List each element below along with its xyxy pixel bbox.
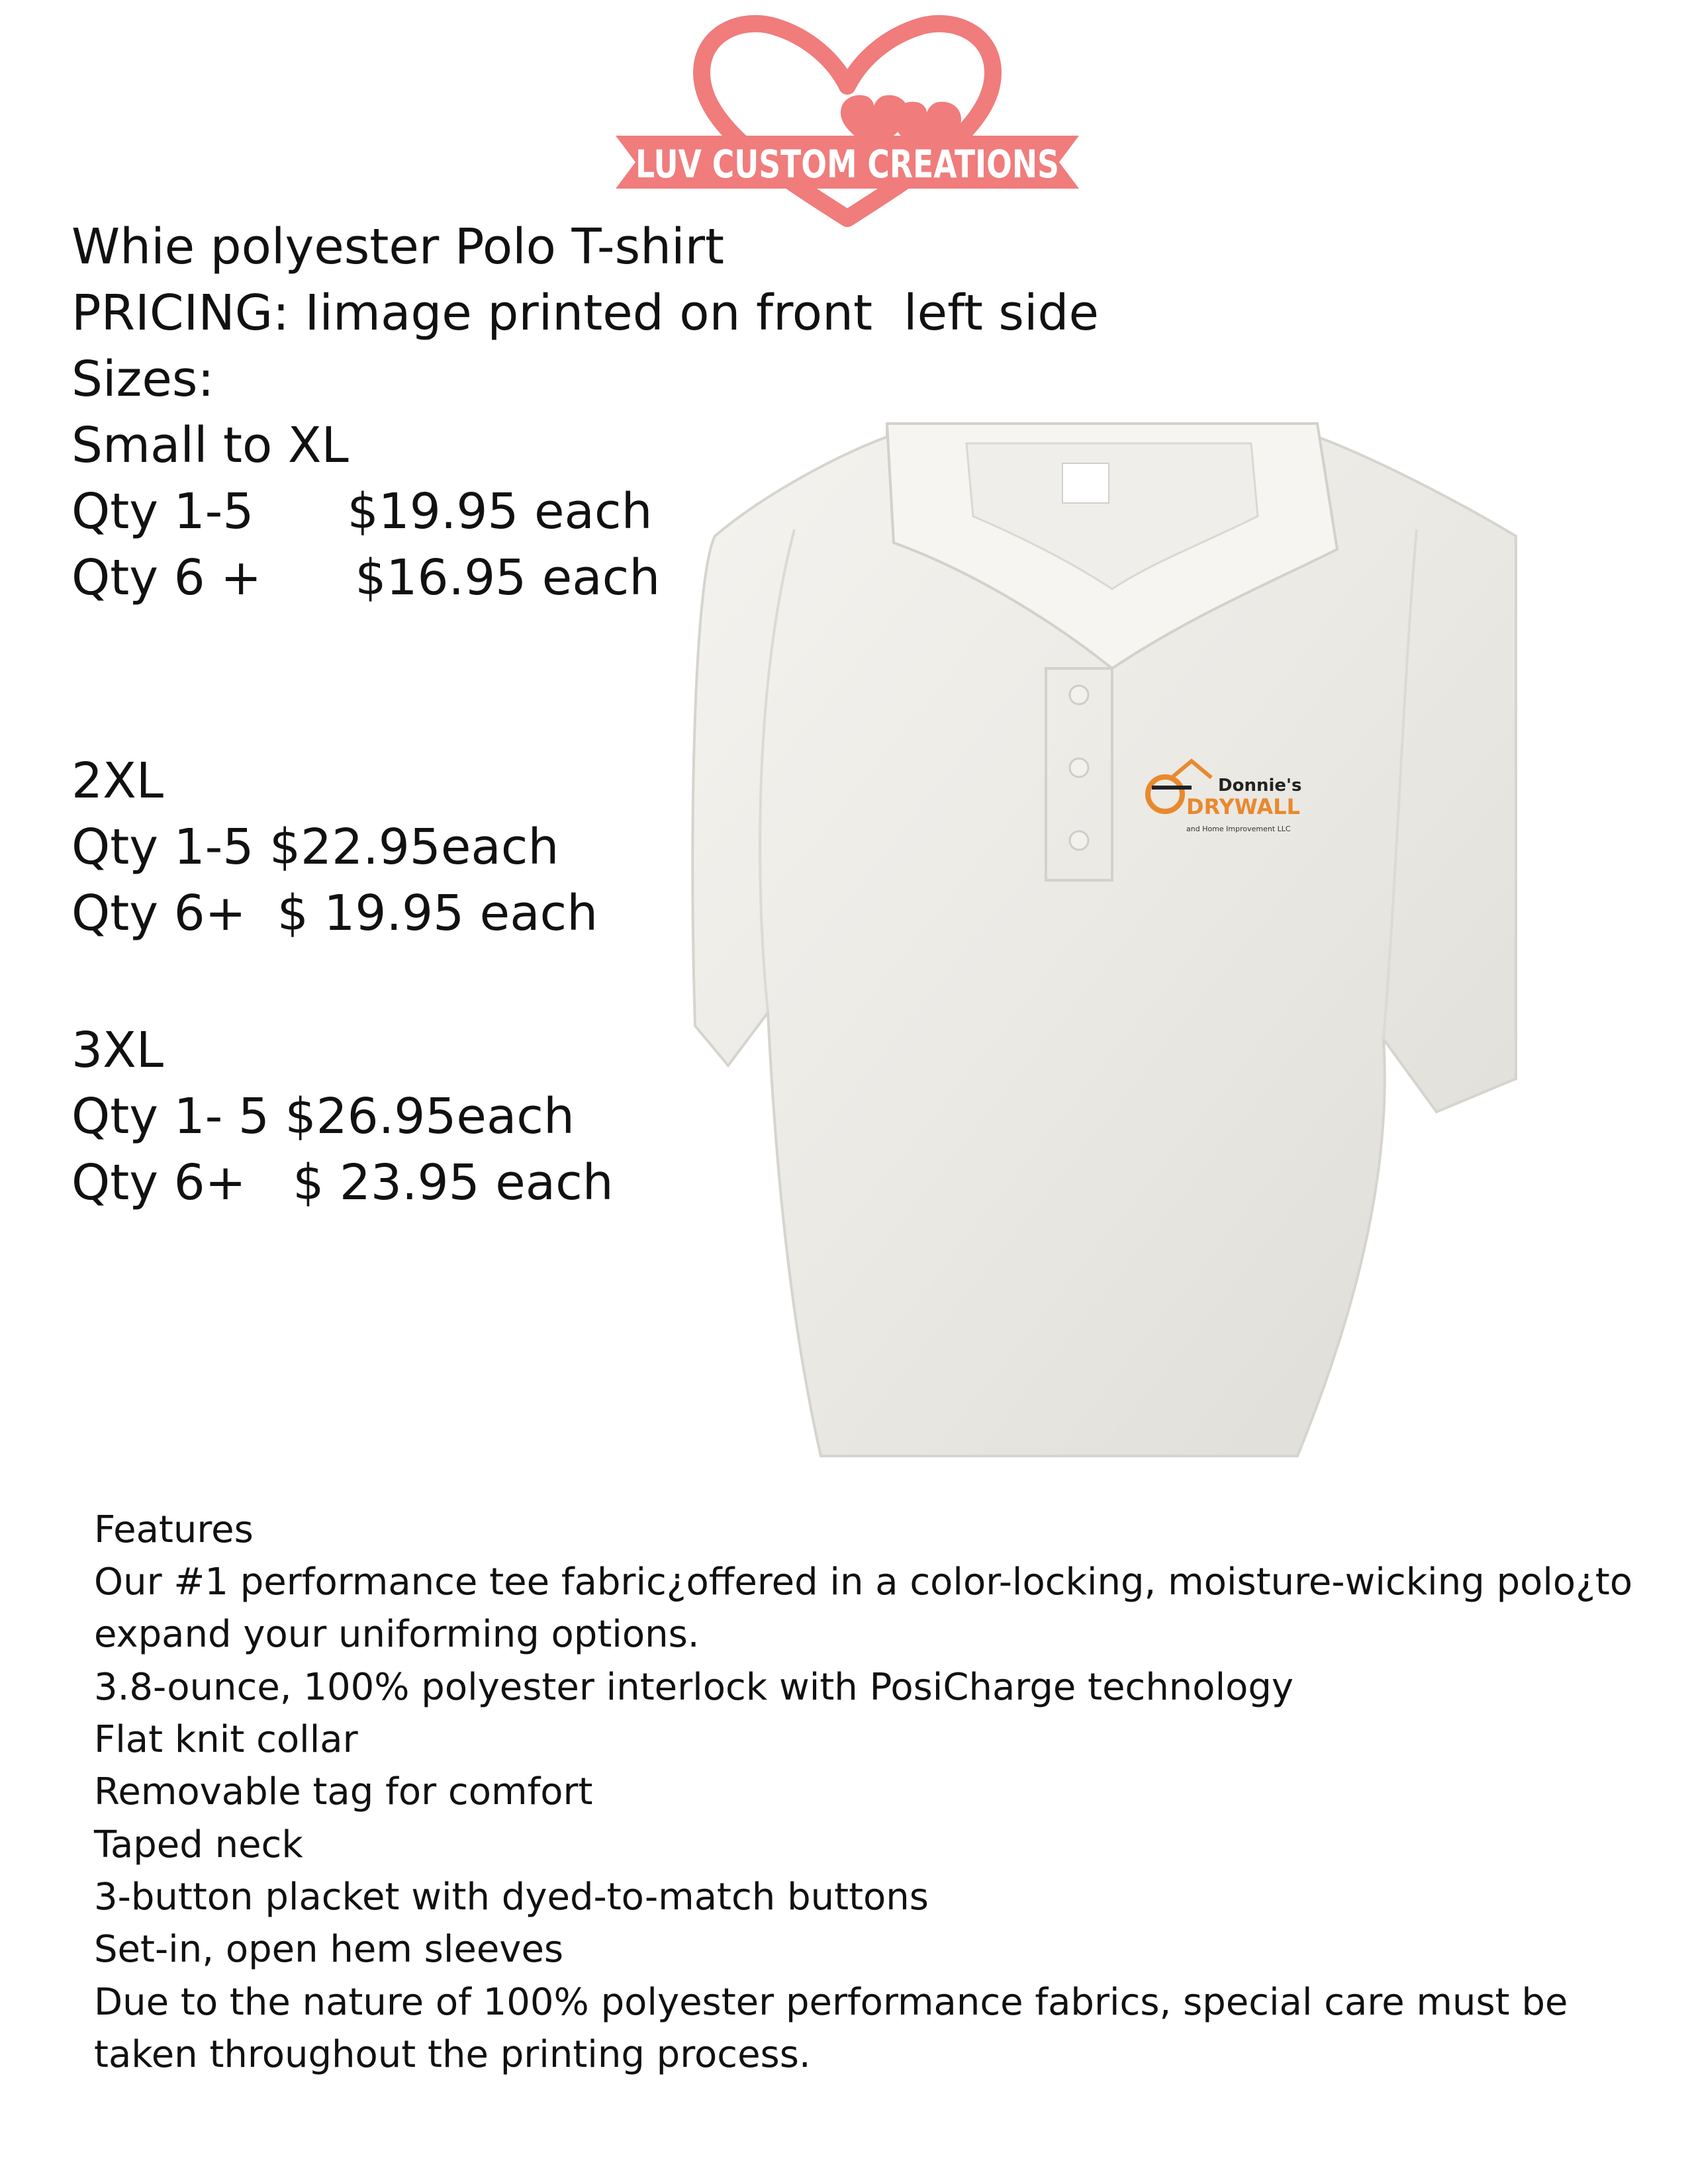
- price-qty-6-small-xl: Qty 6 + $16.95 each: [71, 549, 661, 606]
- logo-drywall: DRYWALL: [1186, 794, 1301, 819]
- price-qty-1-5-small-xl: Qty 1-5 $19.95 each: [71, 483, 653, 540]
- feature-line: Our #1 performance tee fabric¿offered in a color-locking, moisture-wicking polo¿to: [94, 1561, 1633, 1604]
- luv-custom-creations-logo: [609, 13, 1086, 225]
- shirt-tag: [1062, 463, 1109, 503]
- feature-line: Flat knit collar: [94, 1718, 358, 1761]
- price-qty-1-5-3xl: Qty 1- 5 $26.95each: [71, 1088, 575, 1145]
- feature-line: Removable tag for comfort: [94, 1770, 593, 1813]
- feature-line: Set-in, open hem sleeves: [94, 1928, 564, 1971]
- features-heading: Features: [94, 1508, 254, 1551]
- polo-shirt-image: [688, 417, 1516, 1463]
- price-qty-6-3xl: Qty 6+ $ 23.95 each: [71, 1154, 614, 1211]
- feature-line: taken throughout the printing process.: [94, 2033, 811, 2076]
- logo-donnies: Donnie's: [1218, 776, 1302, 796]
- pricing-description: PRICING: Iimage printed on front left side: [71, 285, 1100, 341]
- logo-tagline: and Home Improvement LLC: [1186, 825, 1291, 833]
- price-qty-1-5-2xl: Qty 1-5 $22.95each: [71, 819, 559, 876]
- button: [1070, 831, 1088, 850]
- price-qty-6-2xl: Qty 6+ $ 19.95 each: [71, 885, 598, 942]
- button: [1070, 758, 1088, 777]
- size-range-small-xl: Small to XL: [71, 417, 349, 474]
- sizes-heading: Sizes:: [71, 351, 214, 408]
- product-title: Whie polyester Polo T-shirt: [71, 218, 725, 275]
- feature-line: 3.8-ounce, 100% polyester interlock with PosiCharge technology: [94, 1666, 1294, 1709]
- button: [1070, 686, 1088, 704]
- size-3xl-heading: 3XL: [71, 1022, 164, 1079]
- feature-line: expand your uniforming options.: [94, 1613, 700, 1656]
- feature-line: Due to the nature of 100% polyester performance fabrics, special care must be: [94, 1981, 1568, 2024]
- feature-line: Taped neck: [94, 1823, 303, 1866]
- feature-line: 3-button placket with dyed-to-match buttons: [94, 1876, 929, 1919]
- size-2xl-heading: 2XL: [71, 752, 164, 809]
- brand-name: LUV CUSTOM CREATIONS: [635, 142, 1059, 187]
